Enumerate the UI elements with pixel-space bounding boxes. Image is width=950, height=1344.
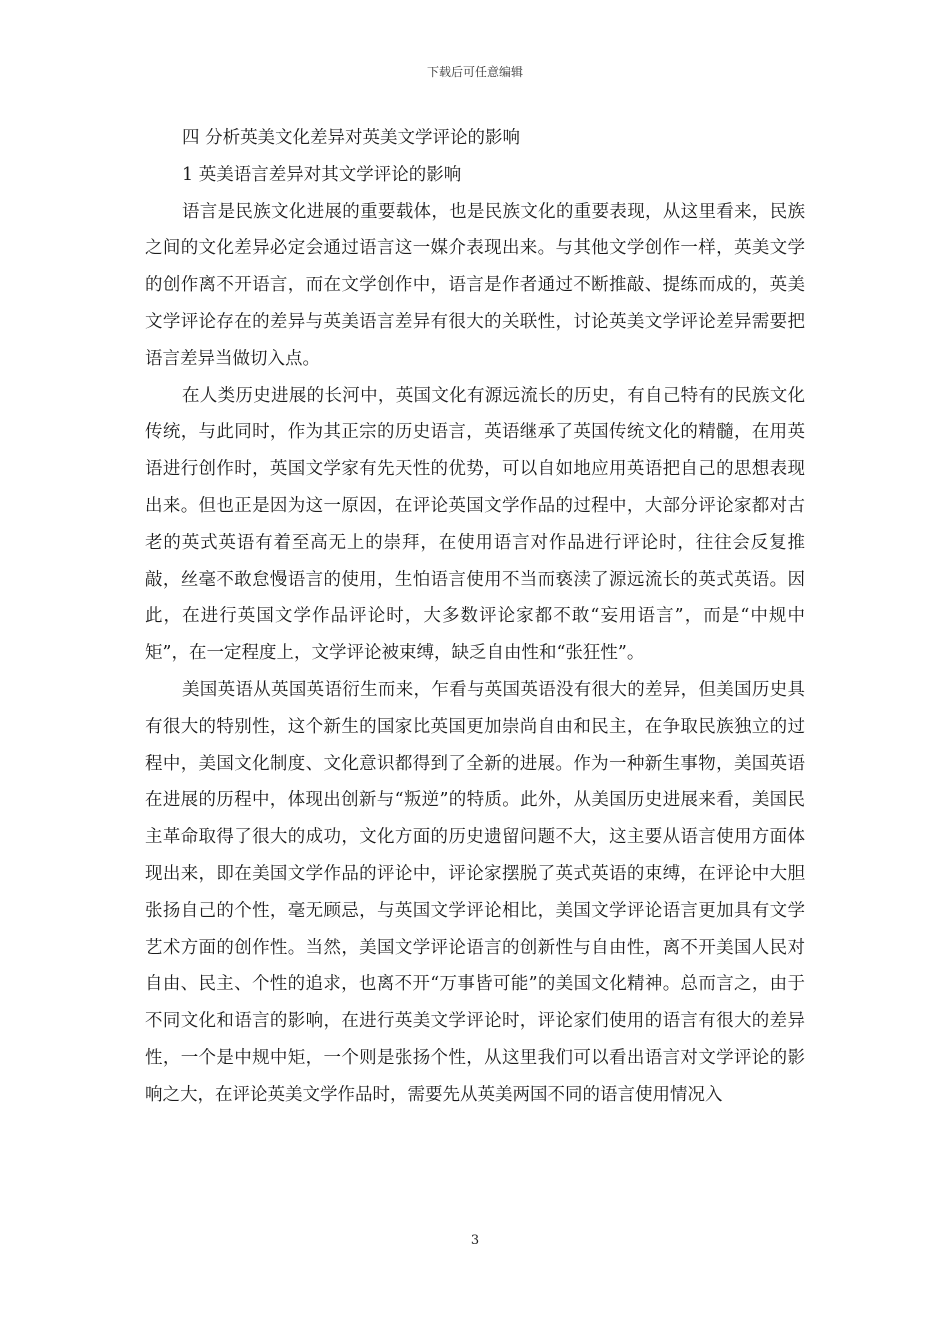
paragraph-british-english: 在人类历史进展的长河中，英国文化有源远流长的历史，有自己特有的民族文化传统，与此同时，作为其正宗的历史语言，英语继承了英国传统文化的精髓，在用英语进行创作时，英国文学家有先天性的优势，可以自如地应用英语把自己的思想表现出来。但也正是因为这一原因，在评论英国文学作品的过程中，大部分评论家都对古老的英式英语有着至高无上的崇拜，在使用语言对作品进行评论时，往往会反复推敲，丝毫不敢怠慢语言的使用，生怕语言使用不当而亵渎了源远流长的英式英语。因此，在进行英国文学作品评论时，大多数评论家都不敢“妄用语言”，而是“中规中矩”，在一定程度上，文学评论被束缚，缺乏自由性和“张狂性”。 — [145, 385, 805, 664]
paragraph-language-carrier: 语言是民族文化进展的重要载体，也是民族文化的重要表现，从这里看来，民族之间的文化差异必定会通过语言这一媒介表现出来。与其他文学创作一样，英美文学的创作离不开语言，而在文学创作中，语言是作者通过不断推敲、提练而成的，英美文学评论存在的差异与英美语言差异有很大的关联性，讨论英美文学评论差异需要把语言差异当做切入点。 — [145, 201, 805, 369]
page-header: 下载后可任意编辑 — [426, 65, 523, 79]
paragraph-american-english: 美国英语从英国英语衍生而来，乍看与英国英语没有很大的差异，但美国历史具有很大的特别性，这个新生的国家比英国更加崇尚自由和民主，在争取民族独立的过程中，美国文化制度、文化意识都得到了全新的进展。作为一种新生事物，美国英语在进展的历程中，体现出创新与“叛逆”的特质。此外，从美国历史进展来看，美国民主革命取得了很大的成功，文化方面的历史遗留问题不大，这主要从语言使用方面体现出来，即在美国文学作品的评论中，评论家摆脱了英式英语的束缚，在评论中大胆张扬自己的个性，毫无顾忌，与英国文学评论相比，美国文学评论语言更加具有文学艺术方面的创作性。当然，美国文学评论语言的创新性与自由性，离不开美国人民对自由、民主、个性的追求，也离不开“万事皆可能”的美国文化精神。总而言之，由于不同文化和语言的影响，在进行英美文学评论时，评论家们使用的语言有很大的差异性，一个是中规中矩，一个则是张扬个性，从这里我们可以看出语言对文学评论的影响之大，在评论英美文学作品时，需要先从英美两国不同的语言使用情况入 — [145, 679, 805, 1105]
page-number: 3 — [470, 1233, 480, 1248]
document-body — [145, 120, 805, 1114]
section-heading: 四 分析英美文化差异对英美文学评论的影响 — [182, 128, 521, 148]
subsection-heading: 1 英美语言差异对其文学评论的影响 — [182, 164, 462, 185]
